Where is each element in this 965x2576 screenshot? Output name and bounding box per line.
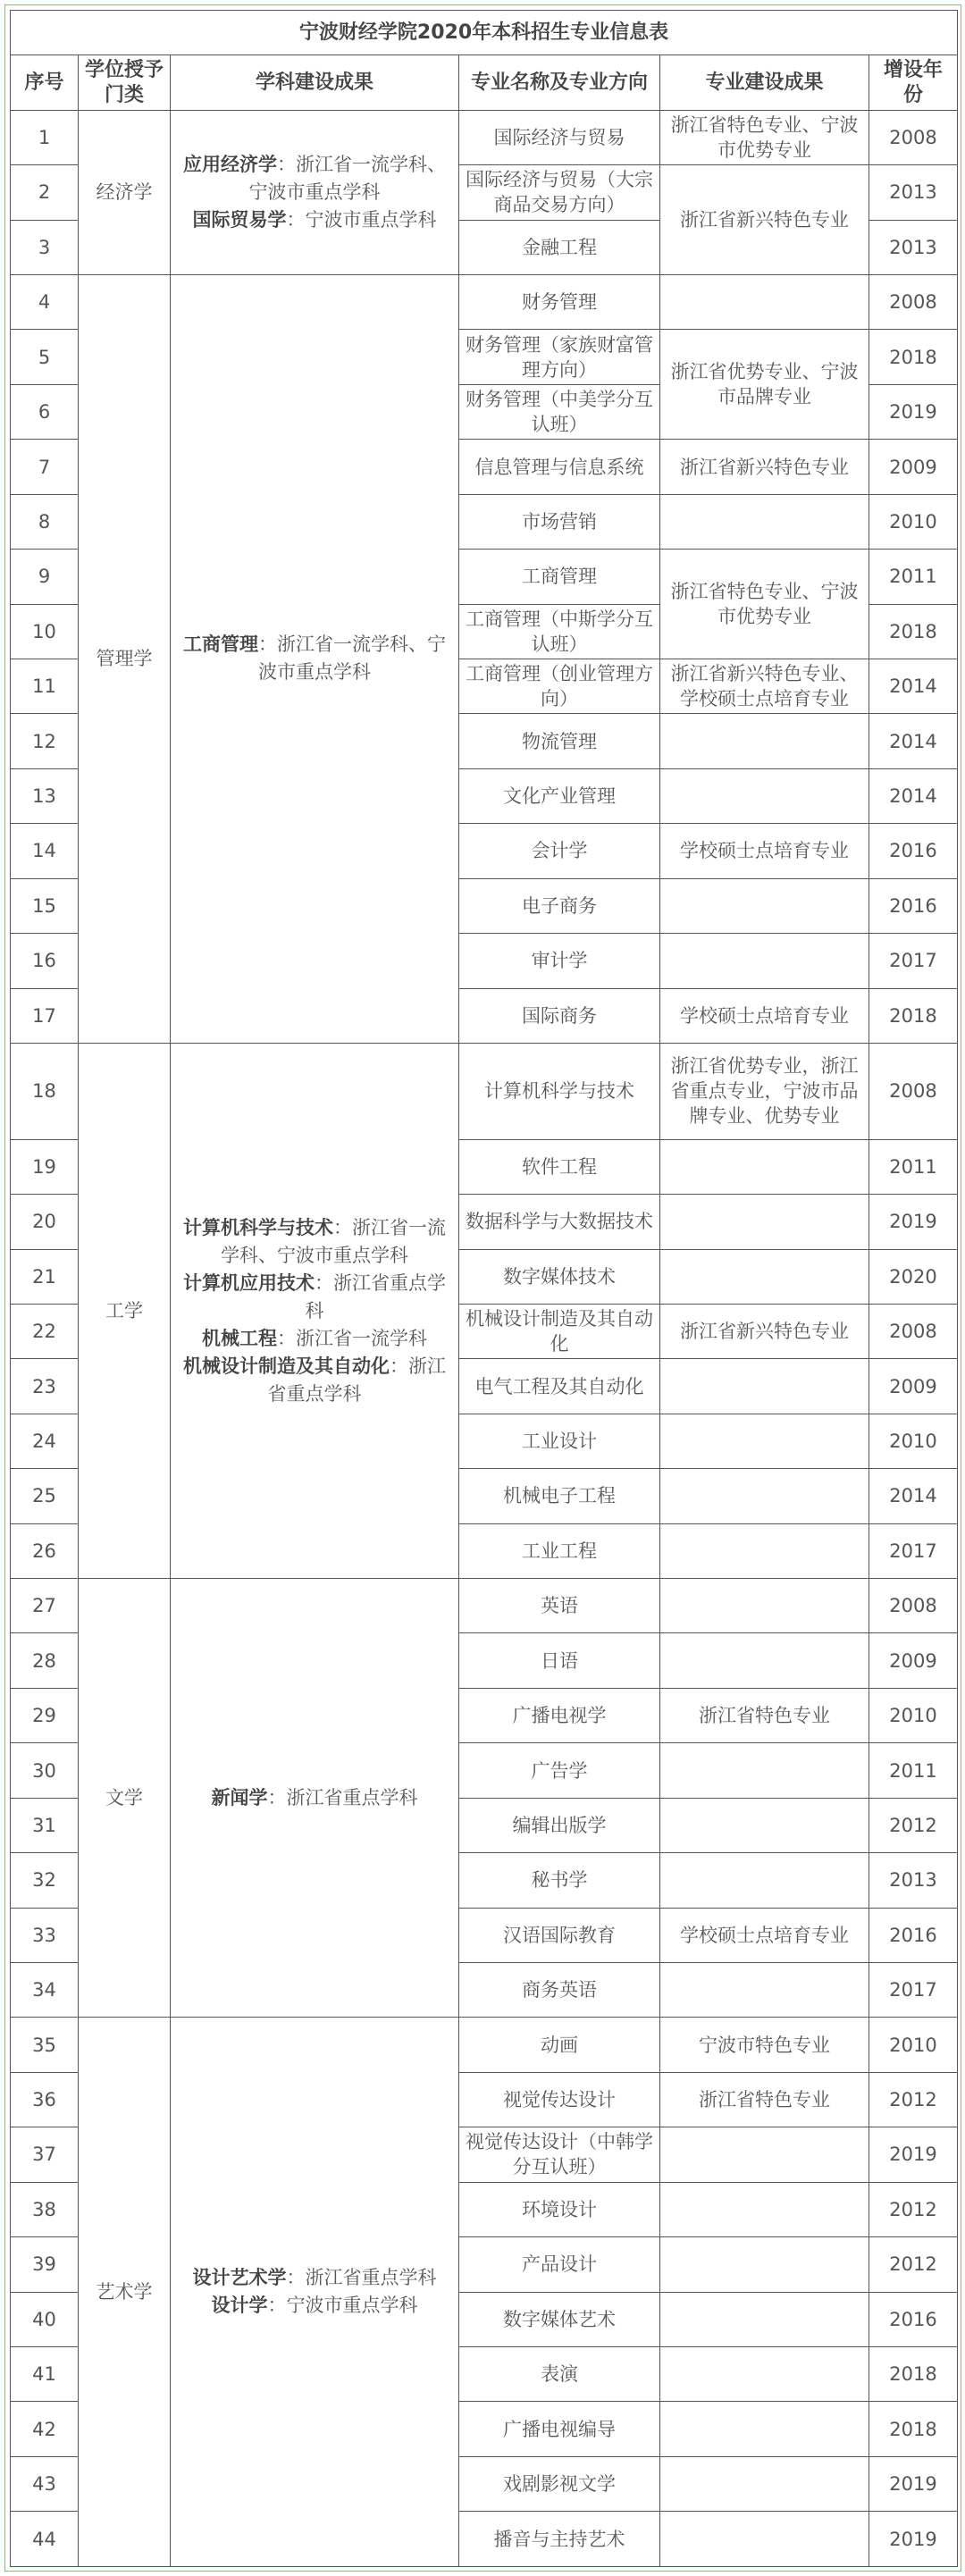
- row-number: 23: [11, 1359, 79, 1414]
- major-achievement: [660, 2182, 869, 2236]
- row-number: 41: [11, 2346, 79, 2401]
- major-name: 工商管理（创业管理方向）: [459, 659, 660, 713]
- year-added: 2017: [869, 1963, 958, 2018]
- major-name: 机械电子工程: [459, 1469, 660, 1523]
- row-number: 13: [11, 768, 79, 823]
- discipline-line: [176, 2264, 453, 2292]
- major-name: 国际经济与贸易（大宗商品交易方向）: [459, 165, 660, 220]
- major-achievement: [660, 1139, 869, 1194]
- major-name: 秘书学: [459, 1853, 660, 1908]
- major-achievement: [660, 714, 869, 768]
- year-added: 2009: [869, 440, 958, 494]
- degree-category: 艺术学: [79, 2018, 171, 2567]
- major-achievement: 学校硕士点培育专业: [660, 988, 869, 1043]
- row-number: 1: [11, 110, 79, 164]
- major-name: 广播电视编导: [459, 2402, 660, 2456]
- row-number: 37: [11, 2127, 79, 2182]
- row-number: 39: [11, 2237, 79, 2292]
- discipline-status: ：浙江省重点学科: [267, 1355, 446, 1405]
- row-number: 4: [11, 275, 79, 330]
- row-number: 44: [11, 2512, 79, 2567]
- major-name: 工业工程: [459, 1523, 660, 1578]
- major-achievement: 浙江省新兴特色专业: [660, 1304, 869, 1358]
- discipline-achievement: [171, 1043, 459, 1578]
- year-added: 2013: [869, 220, 958, 274]
- row-number: 18: [11, 1043, 79, 1139]
- major-achievement: [660, 1249, 869, 1304]
- year-added: 2016: [869, 878, 958, 933]
- row-number: 24: [11, 1414, 79, 1468]
- discipline-achievement: [171, 110, 459, 274]
- discipline-status: ：浙江省一流学科、宁波市重点学科: [258, 634, 446, 684]
- major-name: 金融工程: [459, 220, 660, 274]
- header-row: [11, 55, 958, 110]
- major-name: 广播电视学: [459, 1688, 660, 1742]
- discipline-line: [176, 1214, 453, 1270]
- row-number: 20: [11, 1195, 79, 1249]
- major-achievement: 浙江省特色专业、宁波市优势专业: [660, 110, 869, 164]
- year-added: 2012: [869, 2072, 958, 2127]
- discipline-status: ：宁波市重点学科: [267, 2295, 418, 2317]
- row-number: 29: [11, 1688, 79, 1742]
- row-number: 32: [11, 1853, 79, 1908]
- discipline-status: ：浙江省重点学科: [267, 1786, 418, 1808]
- major-achievement: [660, 1743, 869, 1798]
- major-name: 数字媒体技术: [459, 1249, 660, 1304]
- degree-category: 管理学: [79, 275, 171, 1044]
- header-year-added: 增设年份: [869, 55, 958, 110]
- year-added: 2014: [869, 1469, 958, 1523]
- row-number: 42: [11, 2402, 79, 2456]
- major-name: 会计学: [459, 824, 660, 878]
- major-achievement: 浙江省优势专业，浙江省重点专业，宁波市品牌专业、优势专业: [660, 1043, 869, 1139]
- year-added: 2008: [869, 1579, 958, 1633]
- row-number: 43: [11, 2456, 79, 2511]
- year-added: 2018: [869, 604, 958, 659]
- discipline-line: [176, 631, 453, 686]
- year-added: 2010: [869, 1414, 958, 1468]
- major-achievement: 浙江省特色专业: [660, 1688, 869, 1742]
- year-added: 2016: [869, 824, 958, 878]
- major-name: 文化产业管理: [459, 768, 660, 823]
- year-added: 2019: [869, 2456, 958, 2511]
- major-achievement: 浙江省特色专业、宁波市优势专业: [660, 550, 869, 659]
- major-achievement: 浙江省特色专业: [660, 2072, 869, 2127]
- major-name: 机械设计制造及其自动化: [459, 1304, 660, 1358]
- row-number: 31: [11, 1798, 79, 1852]
- discipline-name: 设计学: [211, 2295, 268, 2317]
- discipline-status: ：浙江省一流学科、宁波市重点学科: [248, 153, 446, 203]
- major-achievement: [660, 1523, 869, 1578]
- degree-category: 经济学: [79, 110, 171, 274]
- degree-category: 工学: [79, 1043, 171, 1578]
- major-name: 视觉传达设计: [459, 2072, 660, 2127]
- discipline-name: 机械设计制造及其自动化: [183, 1355, 390, 1377]
- major-achievement: [660, 1633, 869, 1688]
- year-added: 2010: [869, 494, 958, 549]
- row-number: 12: [11, 714, 79, 768]
- row-number: 34: [11, 1963, 79, 2018]
- year-added: 2008: [869, 110, 958, 164]
- major-name: 国际经济与贸易: [459, 110, 660, 164]
- major-name: 广告学: [459, 1743, 660, 1798]
- year-added: 2019: [869, 384, 958, 439]
- major-name: 信息管理与信息系统: [459, 440, 660, 494]
- major-achievement: [660, 934, 869, 988]
- year-added: 2017: [869, 1523, 958, 1578]
- major-achievement: 浙江省新兴特色专业: [660, 165, 869, 275]
- year-added: 2010: [869, 2018, 958, 2072]
- year-added: 2018: [869, 2402, 958, 2456]
- major-name: 审计学: [459, 934, 660, 988]
- row-number: 17: [11, 988, 79, 1043]
- discipline-line: [176, 1270, 453, 1325]
- table-row: [11, 110, 958, 164]
- discipline-status: ：浙江省一流学科: [277, 1327, 427, 1349]
- major-name: 汉语国际教育: [459, 1908, 660, 1962]
- major-name: 财务管理（中美学分互认班）: [459, 384, 660, 439]
- major-achievement: [660, 1469, 869, 1523]
- major-achievement: [660, 494, 869, 549]
- major-name: 表演: [459, 2346, 660, 2401]
- major-name: 工业设计: [459, 1414, 660, 1468]
- table-row: [11, 275, 958, 330]
- major-achievement: [660, 878, 869, 933]
- major-achievement: [660, 1853, 869, 1908]
- discipline-line: [176, 151, 453, 206]
- row-number: 25: [11, 1469, 79, 1523]
- row-number: 40: [11, 2292, 79, 2346]
- row-number: 27: [11, 1579, 79, 1633]
- year-added: 2013: [869, 165, 958, 220]
- discipline-name: 计算机科学与技术: [183, 1216, 333, 1238]
- table-title: 宁波财经学院2020年本科招生专业信息表: [11, 11, 958, 55]
- year-added: 2014: [869, 714, 958, 768]
- year-added: 2009: [869, 1633, 958, 1688]
- table-row: [11, 2018, 958, 2072]
- row-number: 6: [11, 384, 79, 439]
- row-number: 22: [11, 1304, 79, 1358]
- discipline-achievement: [171, 1579, 459, 2018]
- major-achievement: 学校硕士点培育专业: [660, 824, 869, 878]
- header-major-achievement: 专业建设成果: [660, 55, 869, 110]
- year-added: 2012: [869, 1798, 958, 1852]
- year-added: 2016: [869, 2292, 958, 2346]
- major-achievement: 浙江省新兴特色专业: [660, 440, 869, 494]
- major-achievement: [660, 2346, 869, 2401]
- year-added: 2012: [869, 2237, 958, 2292]
- major-achievement: [660, 2512, 869, 2567]
- year-added: 2009: [869, 1359, 958, 1414]
- row-number: 35: [11, 2018, 79, 2072]
- row-number: 28: [11, 1633, 79, 1688]
- header-degree-category: 学位授予门类: [79, 55, 171, 110]
- major-name: 播音与主持艺术: [459, 2512, 660, 2567]
- discipline-achievement: [171, 2018, 459, 2567]
- year-added: 2008: [869, 1043, 958, 1139]
- row-number: 14: [11, 824, 79, 878]
- year-added: 2019: [869, 1195, 958, 1249]
- year-added: 2018: [869, 2346, 958, 2401]
- row-number: 26: [11, 1523, 79, 1578]
- major-name: 编辑出版学: [459, 1798, 660, 1852]
- major-achievement: [660, 1963, 869, 2018]
- major-achievement: 宁波市特色专业: [660, 2018, 869, 2072]
- row-number: 2: [11, 165, 79, 220]
- year-added: 2017: [869, 934, 958, 988]
- major-name: 国际商务: [459, 988, 660, 1043]
- major-achievement: [660, 275, 869, 330]
- major-achievement: [660, 2402, 869, 2456]
- discipline-name: 应用经济学: [183, 153, 277, 175]
- discipline-achievement: [171, 275, 459, 1044]
- major-achievement: [660, 1195, 869, 1249]
- major-achievement: [660, 2292, 869, 2346]
- year-added: 2012: [869, 2182, 958, 2236]
- row-number: 33: [11, 1908, 79, 1962]
- major-name: 产品设计: [459, 2237, 660, 2292]
- year-added: 2020: [869, 1249, 958, 1304]
- major-achievement: [660, 1798, 869, 1852]
- row-number: 10: [11, 604, 79, 659]
- major-achievement: [660, 2127, 869, 2182]
- major-name: 电子商务: [459, 878, 660, 933]
- major-achievement: [660, 1579, 869, 1633]
- major-name: 环境设计: [459, 2182, 660, 2236]
- year-added: 2018: [869, 330, 958, 384]
- year-added: 2010: [869, 1688, 958, 1742]
- year-added: 2014: [869, 659, 958, 713]
- major-name: 市场营销: [459, 494, 660, 549]
- row-number: 30: [11, 1743, 79, 1798]
- major-name: 工商管理: [459, 550, 660, 604]
- major-name: 数据科学与大数据技术: [459, 1195, 660, 1249]
- discipline-status: ：宁波市重点学科: [286, 208, 437, 231]
- row-number: 8: [11, 494, 79, 549]
- discipline-status: ：浙江省重点学科: [286, 2267, 437, 2289]
- year-added: 2019: [869, 2512, 958, 2567]
- major-name: 日语: [459, 1633, 660, 1688]
- discipline-line: [176, 1353, 453, 1408]
- discipline-status: ：浙江省一流学科、宁波市重点学科: [221, 1216, 446, 1266]
- majors-table: [10, 10, 958, 2567]
- year-added: 2013: [869, 1853, 958, 1908]
- discipline-line: [176, 1784, 453, 1812]
- discipline-line: [176, 1325, 453, 1353]
- discipline-line: [176, 2292, 453, 2320]
- major-name: 工商管理（中斯学分互认班）: [459, 604, 660, 659]
- major-name: 软件工程: [459, 1139, 660, 1194]
- major-name: 视觉传达设计（中韩学分互认班）: [459, 2127, 660, 2182]
- row-number: 5: [11, 330, 79, 384]
- row-number: 15: [11, 878, 79, 933]
- year-added: 2008: [869, 1304, 958, 1358]
- year-added: 2018: [869, 988, 958, 1043]
- year-added: 2019: [869, 2127, 958, 2182]
- discipline-name: 计算机应用技术: [183, 1271, 315, 1294]
- discipline-name: 工商管理: [183, 634, 258, 656]
- year-added: 2008: [869, 275, 958, 330]
- major-achievement: [660, 2237, 869, 2292]
- row-number: 3: [11, 220, 79, 274]
- major-name: 戏剧影视文学: [459, 2456, 660, 2511]
- degree-category: 文学: [79, 1579, 171, 2018]
- title-row: [11, 11, 958, 55]
- header-discipline-achievement: 学科建设成果: [171, 55, 459, 110]
- major-achievement: [660, 1359, 869, 1414]
- major-name: 电气工程及其自动化: [459, 1359, 660, 1414]
- major-achievement: 学校硕士点培育专业: [660, 1908, 869, 1962]
- table-row: [11, 1579, 958, 1633]
- header-major-name: 专业名称及专业方向: [459, 55, 660, 110]
- table-row: [11, 1043, 958, 1139]
- header-no: 序号: [11, 55, 79, 110]
- discipline-name: 国际贸易学: [192, 208, 287, 231]
- major-achievement: [660, 1414, 869, 1468]
- discipline-name: 新闻学: [211, 1786, 268, 1808]
- major-achievement: 浙江省优势专业、宁波市品牌专业: [660, 330, 869, 440]
- year-added: 2011: [869, 1139, 958, 1194]
- row-number: 11: [11, 659, 79, 713]
- row-number: 7: [11, 440, 79, 494]
- row-number: 36: [11, 2072, 79, 2127]
- major-achievement: 浙江省新兴特色专业、学校硕士点培育专业: [660, 659, 869, 713]
- row-number: 16: [11, 934, 79, 988]
- discipline-status: ：浙江省重点学科: [305, 1271, 446, 1322]
- discipline-line: [176, 206, 453, 234]
- major-achievement: [660, 2456, 869, 2511]
- major-name: 动画: [459, 2018, 660, 2072]
- major-name: 数字媒体艺术: [459, 2292, 660, 2346]
- year-added: 2011: [869, 550, 958, 604]
- discipline-name: 机械工程: [202, 1327, 277, 1349]
- row-number: 9: [11, 550, 79, 604]
- major-name: 商务英语: [459, 1963, 660, 2018]
- major-name: 物流管理: [459, 714, 660, 768]
- year-added: 2011: [869, 1743, 958, 1798]
- row-number: 21: [11, 1249, 79, 1304]
- year-added: 2016: [869, 1908, 958, 1962]
- major-name: 财务管理: [459, 275, 660, 330]
- discipline-name: 设计艺术学: [192, 2267, 287, 2289]
- major-achievement: [660, 768, 869, 823]
- major-name: 财务管理（家族财富管理方向）: [459, 330, 660, 384]
- year-added: 2014: [869, 768, 958, 823]
- row-number: 38: [11, 2182, 79, 2236]
- row-number: 19: [11, 1139, 79, 1194]
- major-name: 英语: [459, 1579, 660, 1633]
- major-name: 计算机科学与技术: [459, 1043, 660, 1139]
